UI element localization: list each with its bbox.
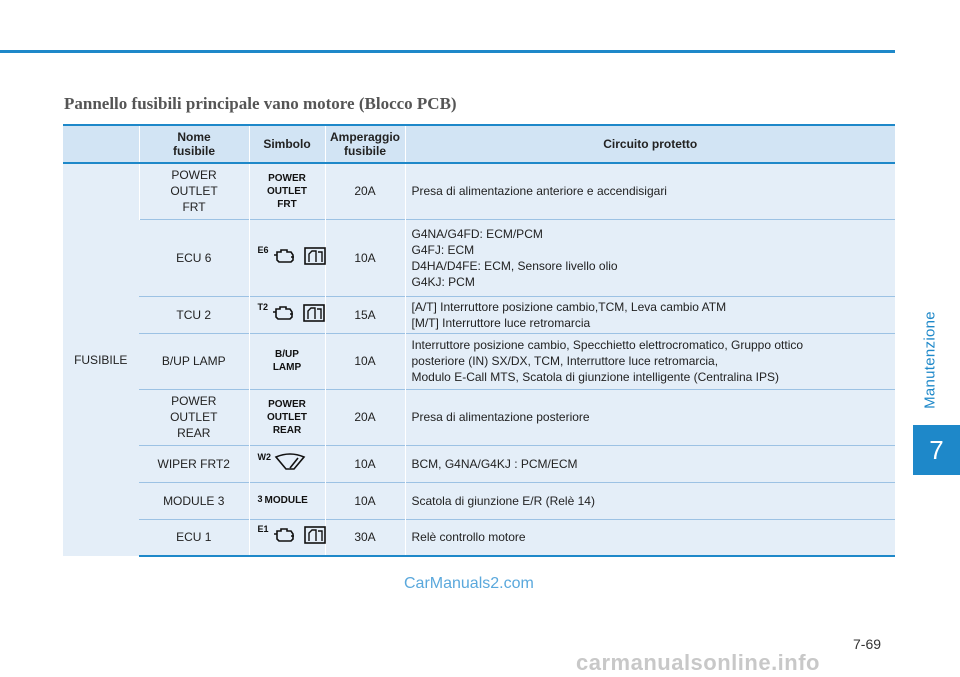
fuse-name: B/UP LAMP	[139, 333, 249, 389]
fuse-amperage: 10A	[325, 445, 405, 482]
table-row	[63, 389, 895, 445]
fuse-name: TCU 2	[139, 296, 249, 333]
table-row	[63, 163, 895, 219]
fuse-circuit: Scatola di giunzione E/R (Relè 14)	[405, 482, 895, 519]
engine-icon	[270, 303, 328, 327]
fuse-amperage: 30A	[325, 519, 405, 556]
fuse-circuit: Presa di alimentazione anteriore e accendisigari	[405, 163, 895, 219]
watermark: CarManuals2.com	[404, 575, 534, 592]
wiper-icon	[273, 453, 307, 475]
fuse-circuit: Relè controllo motore	[405, 519, 895, 556]
fuse-symbol	[249, 219, 325, 296]
engine-icon	[271, 246, 329, 270]
fuse-table-body	[63, 163, 895, 556]
fuse-symbol	[249, 445, 325, 482]
fuse-circuit: G4NA/G4FD: ECM/PCM G4FJ: ECM D4HA/D4FE: ECM, Sensore livello olio G4KJ: PCM	[405, 219, 895, 296]
fuse-amperage: 15A	[325, 296, 405, 333]
fuse-symbol	[249, 482, 325, 519]
engine-icons	[271, 246, 329, 266]
footer-watermark: carmanualsonline.info	[576, 650, 820, 675]
fuse-amperage: 20A	[325, 389, 405, 445]
fuse-symbol	[249, 296, 325, 333]
symbol-code: W2	[257, 451, 271, 462]
header-circuit: Circuito protetto	[405, 125, 895, 163]
symbol-code: E6	[257, 244, 269, 255]
wiper-icon	[273, 453, 307, 471]
symbol-text: POWER OUTLET REAR	[267, 398, 307, 436]
page-title: Pannello fusibili principale vano motore (Blocco PCB)	[64, 94, 457, 113]
symbol-text: POWER OUTLET FRT	[267, 172, 307, 210]
symbol-code: E1	[257, 524, 269, 535]
engine-icon	[271, 525, 329, 549]
fuse-circuit: Interruttore posizione cambio, Specchietto elettrocromatico, Gruppo ottico posteriore (IN) SX/DX, TCM, Interruttore luce retromarcia, Modulo E-Call MTS, Scatola di giunzione intelligente (Centralina IPS)	[405, 333, 895, 389]
fuse-symbol	[249, 163, 325, 219]
header-symbol: Simbolo	[249, 125, 325, 163]
table-row	[63, 296, 895, 333]
table-row	[63, 482, 895, 519]
table-row	[63, 519, 895, 556]
fuse-amperage: 10A	[325, 219, 405, 296]
symbol-code: 3	[257, 494, 263, 504]
fuse-name: MODULE 3	[139, 482, 249, 519]
fuse-table	[63, 124, 895, 557]
group-cell: FUSIBILE	[63, 163, 139, 556]
table-header-row	[63, 125, 895, 163]
engine-icons	[270, 303, 328, 323]
fuse-symbol	[249, 389, 325, 445]
header-amperage: Amperaggio fusibile	[325, 125, 405, 163]
fuse-amperage: 20A	[325, 163, 405, 219]
table-row	[63, 445, 895, 482]
chapter-badge: 7	[913, 425, 960, 475]
fuse-circuit: Presa di alimentazione posteriore	[405, 389, 895, 445]
engine-icons	[271, 525, 329, 545]
fuse-symbol	[249, 333, 325, 389]
fuse-name: ECU 6	[139, 219, 249, 296]
fuse-circuit: BCM, G4NA/G4KJ : PCM/ECM	[405, 445, 895, 482]
section-side-label-text: Manutenzione	[921, 311, 939, 409]
top-rule	[0, 50, 895, 53]
page-number: 7-69	[853, 636, 882, 652]
fuse-name: ECU 1	[139, 519, 249, 556]
fuse-name: POWER OUTLET FRT	[139, 163, 249, 219]
fuse-name: WIPER FRT2	[139, 445, 249, 482]
table-row	[63, 219, 895, 296]
symbol-text: B/UP LAMP	[272, 349, 302, 373]
fuse-amperage: 10A	[325, 482, 405, 519]
section-side-label	[905, 290, 955, 430]
fuse-symbol	[249, 519, 325, 556]
table-row	[63, 333, 895, 389]
fuse-circuit: [A/T] Interruttore posizione cambio,TCM, Leva cambio ATM [M/T] Interruttore luce retromarcia	[405, 296, 895, 333]
header-group	[63, 125, 139, 163]
fuse-name: POWER OUTLET REAR	[139, 389, 249, 445]
symbol-text: MODULE	[264, 495, 308, 506]
symbol-code: T2	[257, 301, 269, 312]
header-name: Nome fusibile	[139, 125, 249, 163]
fuse-amperage: 10A	[325, 333, 405, 389]
